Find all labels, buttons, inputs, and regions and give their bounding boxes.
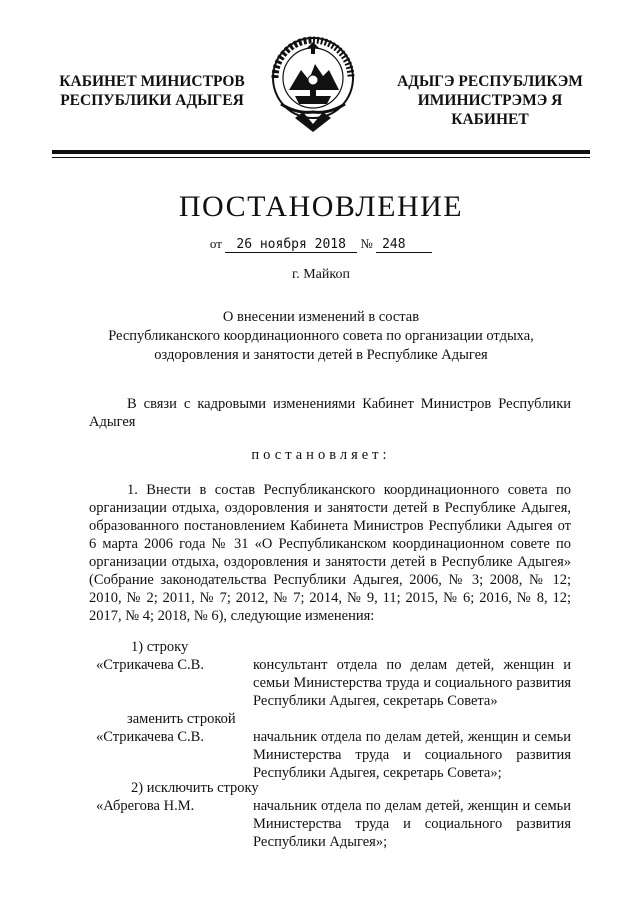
header-thick-rule [52, 150, 590, 154]
subject-line-3: оздоровления и занятости детей в Республике Адыгея [154, 347, 488, 363]
row-1-description: консультант отдела по делам детей, женщин и семьи Министерства труда и социального развития Республики Адыгея, секретарь Совета» [253, 657, 571, 709]
subject-line-1: О внесении изменений в состав [222, 309, 420, 325]
header-thin-rule [52, 157, 590, 158]
row-2-name: «Стрикачева С.В. [96, 729, 204, 745]
issuer-line-2-adyghe: ИМИНИСТРЭМЭ Я КАБИНЕТ [417, 92, 563, 128]
date-prefix: от [209, 236, 222, 251]
coat-of-arms-icon [267, 34, 359, 134]
issuer-line-1: КАБИНЕТ МИНИСТРОВ [59, 73, 245, 90]
preamble-paragraph: В связи с кадровыми изменениями Кабинет Министров Республики Адыгея [89, 396, 571, 430]
document-title: ПОСТАНОВЛЕНИЕ [178, 190, 464, 223]
subitem-2-label: 2) исключить строку [131, 780, 259, 796]
issuer-name-russian [52, 72, 252, 110]
row-3-description: начальник отдела по делам детей, женщин и семьи Министерства труда и социального развития Республики Адыгея»; [253, 798, 571, 850]
subject-line-2: Республиканского координационного совета по организации отдыха, [108, 328, 534, 344]
row-2-description: начальник отдела по делам детей, женщин и семьи Министерства труда и социального развития Республики Адыгея, секретарь Совета»; [253, 729, 571, 781]
issuer-name-adyghe [385, 72, 595, 129]
point-1-paragraph: 1. Внести в состав Республиканского координационного совета по организации отдыха, оздоровления и занятости детей в Республике Адыгея, образованного постановлением Кабинета Министров Республики Адыгея от 6 марта 2006 года № 31 «О Республиканском координационном совете по организации отдыха, оздоровления и занятости детей в Республике Адыгея» (Собрание законодательства Республики Адыгея, 2006, № 3; 2008, № 12; 2010, № 2; 2011, № 7; 2012, № 7; 2014, № 9, 11; 2015, № 6; 2016, № 8, 12; 2017, № 4; 2018, № 6), следующие изменения: [89, 482, 571, 624]
subitem-1-label: 1) строку [131, 639, 189, 655]
row-1-name: «Стрикачева С.В. [96, 657, 204, 673]
document-date: 26 ноября 2018 [225, 238, 357, 253]
document-number: 248 [376, 238, 432, 253]
document-subject [52, 308, 590, 365]
issuer-line-1-adyghe: АДЫГЭ РЕСПУБЛИКЭМ [397, 73, 583, 90]
row-3-name: «Абрегова Н.М. [96, 798, 195, 814]
issuer-line-2: РЕСПУБЛИКИ АДЫГЕЯ [60, 92, 244, 109]
date-and-number-line [52, 236, 590, 253]
number-prefix: № [360, 236, 373, 251]
replace-label: заменить строкой [127, 711, 236, 727]
resolves-heading: постановляет: [251, 447, 391, 463]
city: г. Майкоп [292, 267, 350, 282]
